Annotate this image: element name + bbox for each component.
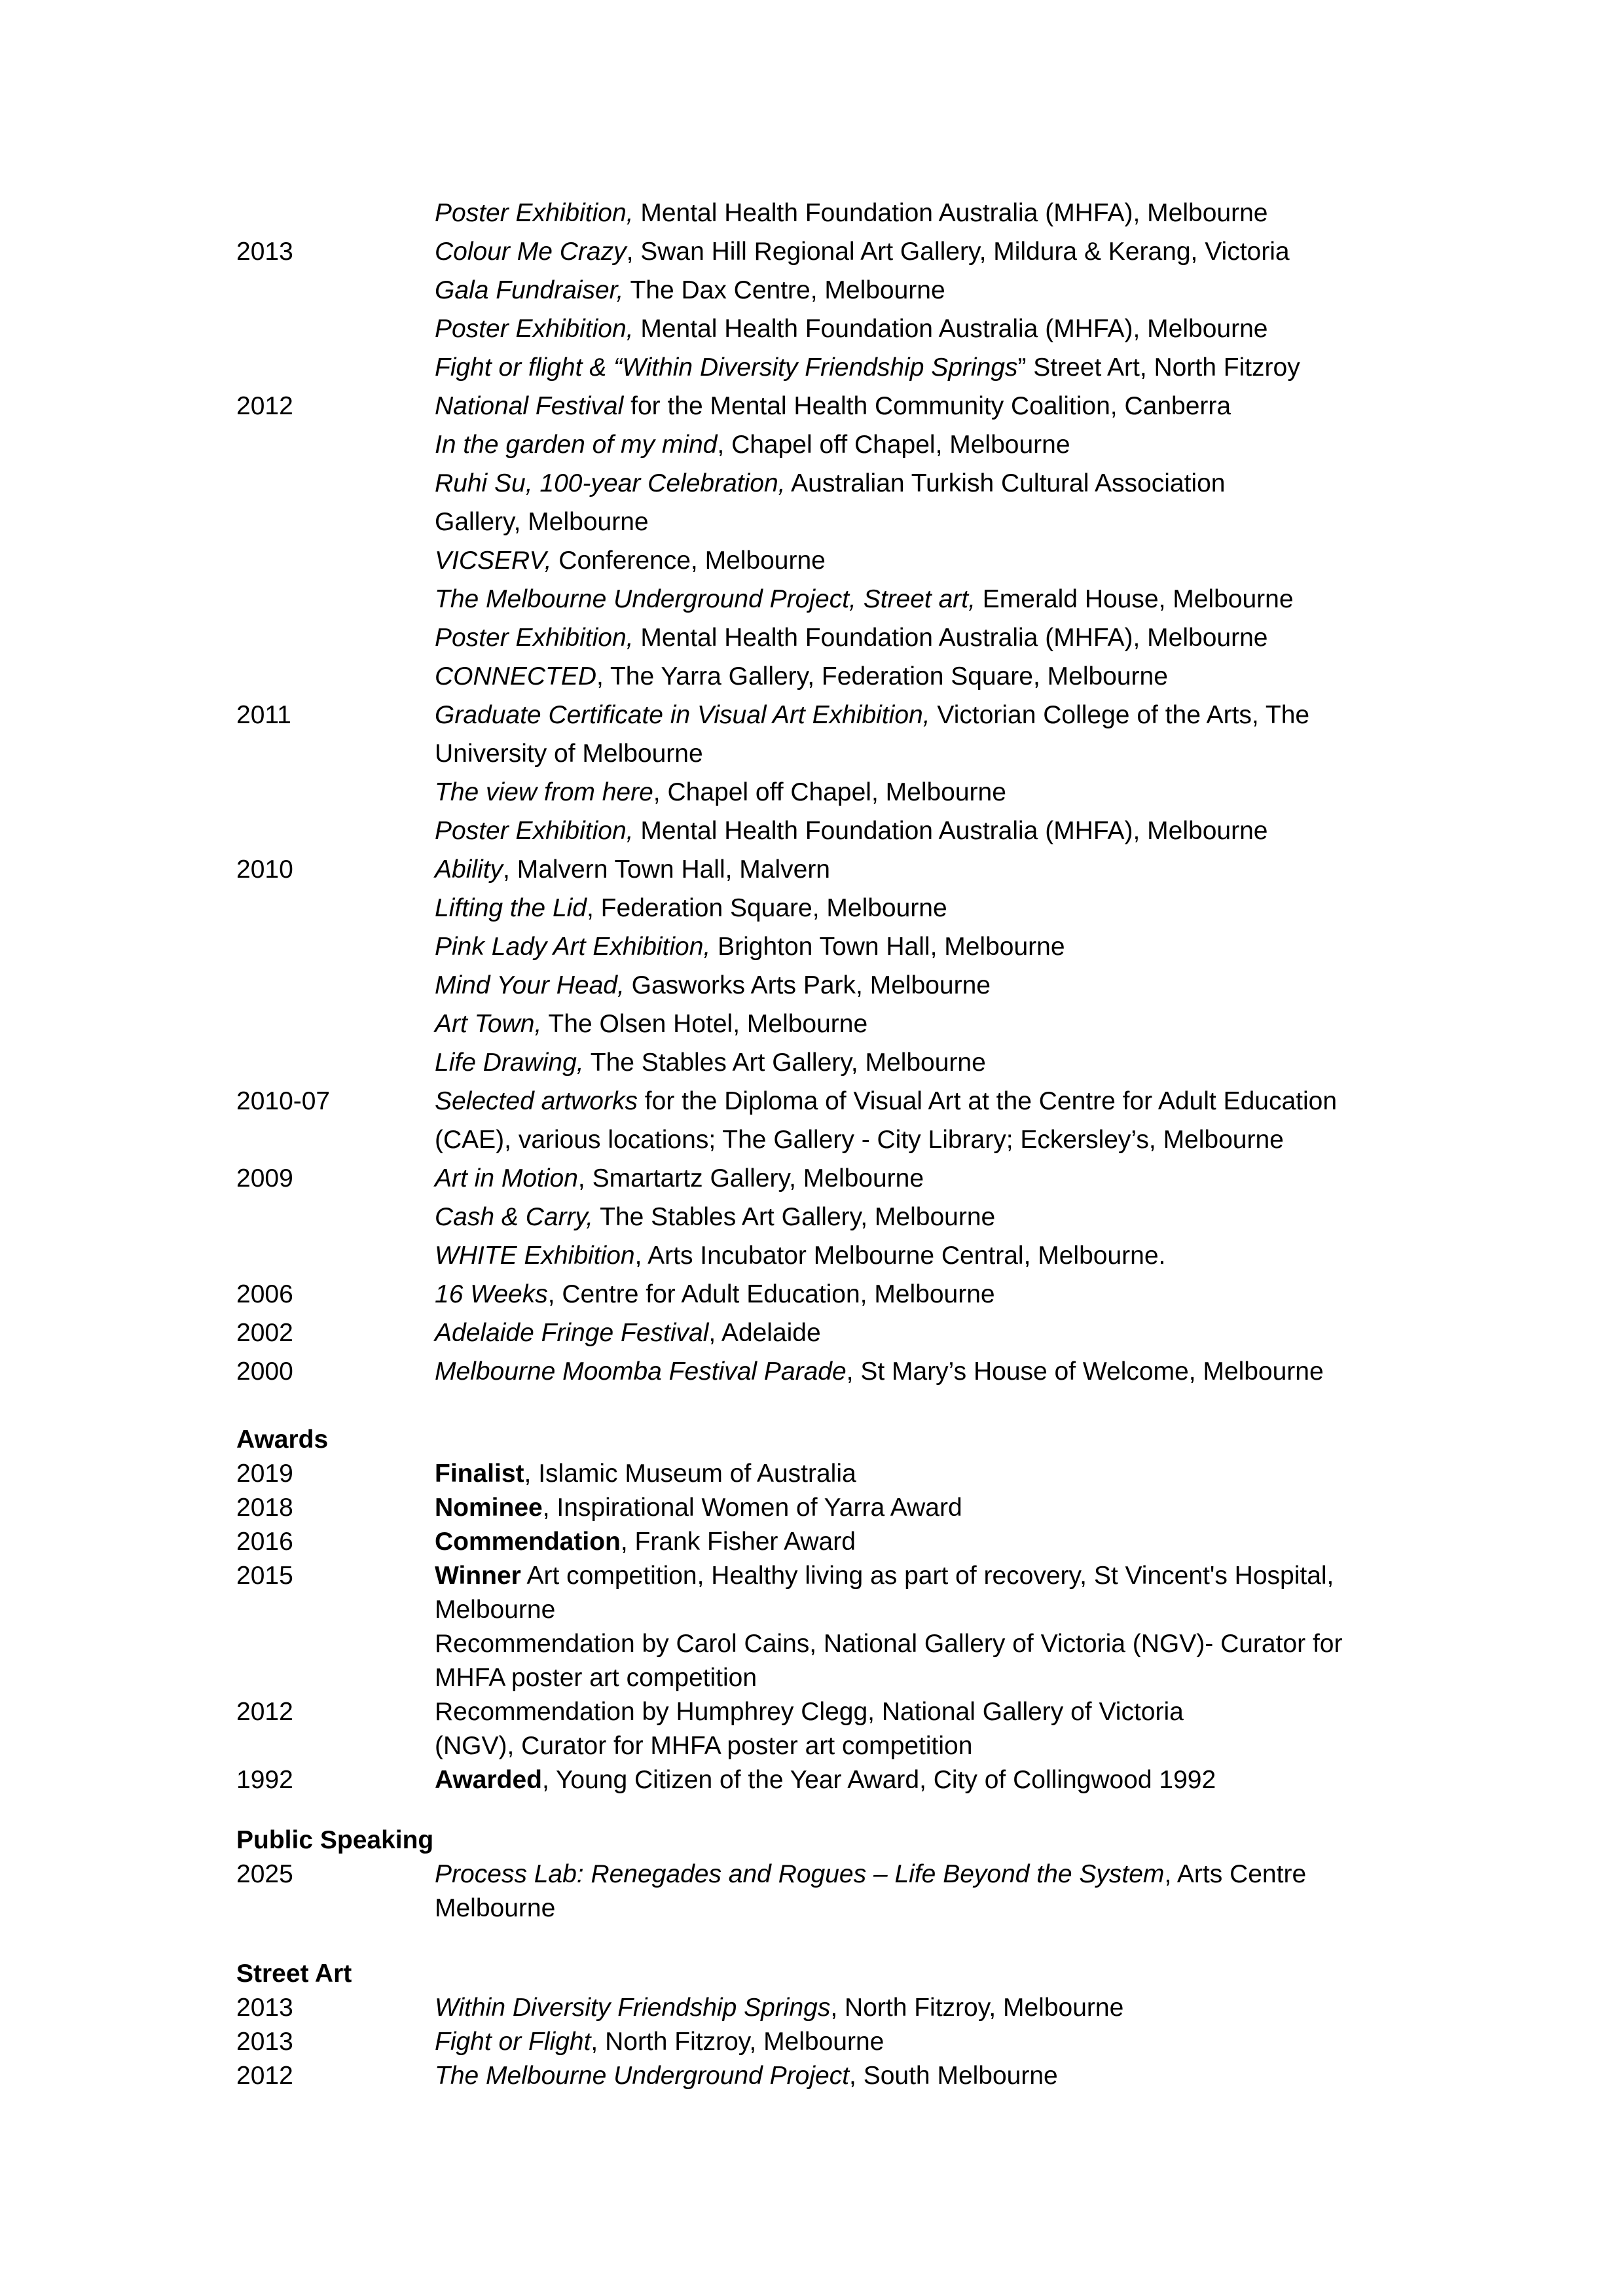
public-speaking-heading: Public Speaking bbox=[236, 1826, 434, 1854]
exhibition-entry bbox=[435, 310, 1391, 348]
exhibition-details: Emerald House, Melbourne bbox=[975, 585, 1294, 613]
exhibition-title: The Melbourne Underground Project, Street art, bbox=[435, 585, 976, 613]
exhibition-details: The Stables Art Gallery, Melbourne bbox=[583, 1049, 986, 1077]
exhibition-title: Lifting the Lid bbox=[435, 894, 587, 922]
award-details: Recommendation by Carol Cains, National Gallery of Victoria (NGV)- Curator for bbox=[435, 1630, 1343, 1658]
speaking-title: Process Lab: Renegades and Rogues – Life Beyond the System bbox=[435, 1860, 1165, 1888]
exhibition-year bbox=[0, 580, 435, 619]
exhibition-row bbox=[0, 734, 1623, 773]
exhibition-year bbox=[0, 1043, 435, 1082]
award-details: , Frank Fisher Award bbox=[620, 1528, 856, 1556]
exhibition-row bbox=[0, 773, 1623, 812]
award-details: Melbourne bbox=[435, 1596, 556, 1624]
exhibition-title: Poster Exhibition, bbox=[435, 624, 634, 652]
exhibition-year bbox=[0, 773, 435, 812]
street-art-entry bbox=[435, 2059, 1391, 2093]
exhibition-entry bbox=[435, 734, 1391, 773]
exhibition-year bbox=[0, 348, 435, 387]
exhibition-details: , Chapel off Chapel, Melbourne bbox=[653, 778, 1006, 806]
exhibition-row bbox=[0, 889, 1623, 927]
award-details: , Inspirational Women of Yarra Award bbox=[542, 1494, 962, 1522]
exhibition-entry bbox=[435, 657, 1391, 696]
award-label: Nominee bbox=[435, 1494, 543, 1522]
exhibition-details: , The Yarra Gallery, Federation Square, Melbourne bbox=[596, 662, 1168, 691]
exhibition-details: Mental Health Foundation Australia (MHFA), Melbourne bbox=[633, 817, 1268, 845]
award-entry bbox=[435, 1525, 1391, 1559]
exhibition-details: , Malvern Town Hall, Malvern bbox=[503, 855, 831, 884]
speaking-entry bbox=[435, 1857, 1391, 1892]
exhibition-title: Ruhi Su, 100-year Celebration, bbox=[435, 469, 786, 497]
exhibition-title: VICSERV, bbox=[435, 547, 552, 575]
exhibition-entry bbox=[435, 1275, 1391, 1314]
exhibition-details: , Adelaide bbox=[708, 1319, 821, 1347]
speaking-year: 2025 bbox=[236, 1860, 293, 1888]
exhibition-row bbox=[0, 464, 1623, 503]
exhibition-row bbox=[0, 271, 1623, 310]
exhibition-year: 2010 bbox=[236, 855, 293, 884]
exhibition-title: Gala Fundraiser, bbox=[435, 276, 624, 304]
award-label: Commendation bbox=[435, 1528, 621, 1556]
exhibition-details: ” Street Art, North Fitzroy bbox=[1017, 353, 1300, 382]
award-year: 2019 bbox=[236, 1460, 293, 1488]
exhibition-year bbox=[0, 657, 435, 696]
street-art-details: , South Melbourne bbox=[849, 2062, 1058, 2090]
exhibition-title: Ability bbox=[435, 855, 503, 884]
public-speaking-list bbox=[0, 1857, 1623, 1926]
exhibition-row bbox=[0, 1275, 1623, 1314]
exhibitions-list bbox=[0, 194, 1623, 1391]
exhibition-year: 2012 bbox=[236, 392, 293, 420]
exhibition-row bbox=[0, 657, 1623, 696]
exhibition-row bbox=[0, 1236, 1623, 1275]
exhibition-details: The Olsen Hotel, Melbourne bbox=[541, 1010, 868, 1038]
speaking-entry bbox=[435, 1892, 1391, 1926]
award-year bbox=[0, 1661, 435, 1695]
award-year: 1992 bbox=[236, 1766, 293, 1794]
exhibition-entry bbox=[435, 194, 1391, 232]
exhibition-title: Selected artworks bbox=[435, 1087, 638, 1115]
street-art-heading: Street Art bbox=[236, 1960, 352, 1988]
exhibition-title: In the garden of my mind bbox=[435, 431, 718, 459]
exhibition-entry bbox=[435, 1082, 1391, 1121]
award-entry bbox=[435, 1457, 1391, 1491]
award-year: 2015 bbox=[236, 1562, 293, 1590]
exhibition-title: Poster Exhibition, bbox=[435, 817, 634, 845]
exhibition-title: Fight or flight & “Within Diversity Friendship Springs bbox=[435, 353, 1018, 382]
exhibition-entry bbox=[435, 812, 1391, 850]
exhibition-year bbox=[0, 889, 435, 927]
exhibition-row bbox=[0, 194, 1623, 232]
exhibition-title: WHITE Exhibition bbox=[435, 1242, 635, 1270]
award-details: (NGV), Curator for MHFA poster art competition bbox=[435, 1732, 973, 1760]
exhibition-entry bbox=[435, 696, 1391, 734]
speaking-details: , Arts Centre bbox=[1164, 1860, 1307, 1888]
award-year: 2016 bbox=[236, 1528, 293, 1556]
exhibition-title: Poster Exhibition, bbox=[435, 199, 634, 227]
exhibition-year: 2011 bbox=[236, 701, 291, 729]
awards-list bbox=[0, 1457, 1623, 1797]
award-year: 2012 bbox=[236, 1698, 293, 1726]
exhibition-title: National Festival bbox=[435, 392, 624, 420]
street-art-list bbox=[0, 1991, 1623, 2093]
exhibition-row bbox=[0, 232, 1623, 271]
exhibition-year bbox=[0, 503, 435, 541]
exhibition-entry bbox=[435, 425, 1391, 464]
exhibition-year bbox=[0, 734, 435, 773]
exhibition-year bbox=[0, 1005, 435, 1043]
exhibition-title: Colour Me Crazy bbox=[435, 238, 627, 266]
award-details: Art competition, Healthy living as part of recovery, St Vincent's Hospital, bbox=[520, 1562, 1334, 1590]
exhibition-entry bbox=[435, 889, 1391, 927]
exhibition-year bbox=[0, 541, 435, 580]
exhibition-entry bbox=[435, 619, 1391, 657]
award-entry bbox=[435, 1695, 1391, 1729]
exhibition-year bbox=[0, 425, 435, 464]
exhibition-row bbox=[0, 619, 1623, 657]
street-art-section bbox=[0, 1957, 1623, 2093]
exhibition-details: , St Mary’s House of Welcome, Melbourne bbox=[846, 1357, 1324, 1386]
awards-heading: Awards bbox=[236, 1426, 329, 1454]
award-entry bbox=[435, 1763, 1391, 1797]
exhibition-details: , Federation Square, Melbourne bbox=[587, 894, 947, 922]
exhibition-entry bbox=[435, 464, 1391, 503]
exhibition-entry bbox=[435, 387, 1391, 425]
speaking-row bbox=[0, 1857, 1623, 1892]
exhibition-title: Art Town, bbox=[435, 1010, 542, 1038]
exhibition-year: 2013 bbox=[236, 238, 293, 266]
exhibition-details: , Smartartz Gallery, Melbourne bbox=[577, 1164, 924, 1193]
award-label: Awarded bbox=[435, 1766, 542, 1794]
exhibition-row bbox=[0, 1082, 1623, 1121]
exhibition-details: The Dax Centre, Melbourne bbox=[623, 276, 945, 304]
exhibition-details: , Centre for Adult Education, Melbourne bbox=[547, 1280, 995, 1308]
exhibition-year bbox=[0, 812, 435, 850]
exhibition-details: Conference, Melbourne bbox=[551, 547, 826, 575]
award-year bbox=[0, 1593, 435, 1627]
exhibition-row bbox=[0, 1314, 1623, 1352]
exhibition-row bbox=[0, 580, 1623, 619]
award-row bbox=[0, 1559, 1623, 1593]
award-entry bbox=[435, 1627, 1391, 1661]
award-label: Finalist bbox=[435, 1460, 524, 1488]
exhibition-year: 2009 bbox=[236, 1164, 293, 1193]
exhibition-entry bbox=[435, 271, 1391, 310]
exhibition-row bbox=[0, 387, 1623, 425]
exhibition-row bbox=[0, 966, 1623, 1005]
award-year bbox=[0, 1627, 435, 1661]
exhibition-row bbox=[0, 425, 1623, 464]
exhibition-entry bbox=[435, 1314, 1391, 1352]
exhibition-row bbox=[0, 927, 1623, 966]
award-row bbox=[0, 1627, 1623, 1661]
exhibition-details: Gallery, Melbourne bbox=[435, 508, 649, 536]
award-row bbox=[0, 1729, 1623, 1763]
exhibition-details: Australian Turkish Cultural Association bbox=[785, 469, 1226, 497]
exhibition-entry bbox=[435, 1198, 1391, 1236]
exhibition-entry bbox=[435, 1005, 1391, 1043]
exhibition-year: 2002 bbox=[236, 1319, 293, 1347]
street-art-title: Within Diversity Friendship Springs bbox=[435, 1994, 831, 2022]
exhibition-entry bbox=[435, 1352, 1391, 1391]
exhibition-details: (CAE), various locations; The Gallery - City Library; Eckersley’s, Melbourne bbox=[435, 1126, 1284, 1154]
exhibition-year bbox=[0, 619, 435, 657]
exhibition-details: The Stables Art Gallery, Melbourne bbox=[593, 1203, 996, 1231]
exhibition-year bbox=[0, 1236, 435, 1275]
exhibition-row bbox=[0, 348, 1623, 387]
exhibition-entry bbox=[435, 1236, 1391, 1275]
exhibition-entry bbox=[435, 1121, 1391, 1159]
exhibition-entry bbox=[435, 580, 1391, 619]
street-art-row bbox=[0, 2025, 1623, 2059]
award-row bbox=[0, 1661, 1623, 1695]
exhibition-title: Life Drawing, bbox=[435, 1049, 584, 1077]
exhibition-year bbox=[0, 1198, 435, 1236]
street-art-year: 2012 bbox=[236, 2062, 293, 2090]
exhibition-details: Mental Health Foundation Australia (MHFA), Melbourne bbox=[633, 315, 1268, 343]
exhibition-year bbox=[0, 966, 435, 1005]
exhibition-entry bbox=[435, 927, 1391, 966]
exhibition-entry bbox=[435, 232, 1391, 271]
exhibition-details: Brighton Town Hall, Melbourne bbox=[710, 933, 1065, 961]
street-art-year: 2013 bbox=[236, 1994, 293, 2022]
exhibition-entry bbox=[435, 1159, 1391, 1198]
award-row bbox=[0, 1525, 1623, 1559]
exhibition-row bbox=[0, 541, 1623, 580]
street-art-row bbox=[0, 1991, 1623, 2025]
award-entry bbox=[435, 1729, 1391, 1763]
exhibition-title: Mind Your Head, bbox=[435, 971, 625, 999]
award-year: 2018 bbox=[236, 1494, 293, 1522]
street-art-title: Fight or Flight bbox=[435, 2028, 591, 2056]
speaking-year bbox=[0, 1892, 435, 1926]
exhibition-details: Gasworks Arts Park, Melbourne bbox=[624, 971, 991, 999]
exhibition-details: for the Diploma of Visual Art at the Centre for Adult Education bbox=[637, 1087, 1338, 1115]
exhibition-details: University of Melbourne bbox=[435, 740, 703, 768]
exhibition-entry bbox=[435, 348, 1391, 387]
award-row bbox=[0, 1593, 1623, 1627]
exhibition-row bbox=[0, 1043, 1623, 1082]
exhibition-row bbox=[0, 696, 1623, 734]
exhibition-details: , Arts Incubator Melbourne Central, Melbourne. bbox=[634, 1242, 1166, 1270]
exhibition-entry bbox=[435, 503, 1391, 541]
exhibition-entry bbox=[435, 773, 1391, 812]
exhibition-row bbox=[0, 1121, 1623, 1159]
award-details: Recommendation by Humphrey Clegg, National Gallery of Victoria bbox=[435, 1698, 1184, 1726]
exhibition-title: Cash & Carry, bbox=[435, 1203, 593, 1231]
street-art-details: , North Fitzroy, Melbourne bbox=[830, 1994, 1124, 2022]
exhibition-title: Poster Exhibition, bbox=[435, 315, 634, 343]
award-row bbox=[0, 1457, 1623, 1491]
exhibition-year bbox=[0, 194, 435, 232]
award-entry bbox=[435, 1661, 1391, 1695]
exhibition-year bbox=[0, 310, 435, 348]
exhibition-details: , Chapel off Chapel, Melbourne bbox=[717, 431, 1070, 459]
exhibition-row bbox=[0, 850, 1623, 889]
speaking-details: Melbourne bbox=[435, 1894, 556, 1922]
award-entry bbox=[435, 1559, 1391, 1593]
exhibition-year bbox=[0, 927, 435, 966]
awards-section bbox=[0, 1423, 1623, 1797]
exhibition-row bbox=[0, 503, 1623, 541]
exhibition-year bbox=[0, 1121, 435, 1159]
exhibition-year: 2000 bbox=[236, 1357, 293, 1386]
award-label: Winner bbox=[435, 1562, 521, 1590]
street-art-entry bbox=[435, 1991, 1391, 2025]
exhibition-title: Pink Lady Art Exhibition, bbox=[435, 933, 711, 961]
speaking-row bbox=[0, 1892, 1623, 1926]
exhibition-row bbox=[0, 310, 1623, 348]
exhibition-row bbox=[0, 1352, 1623, 1391]
exhibition-title: Melbourne Moomba Festival Parade bbox=[435, 1357, 847, 1386]
street-art-entry bbox=[435, 2025, 1391, 2059]
exhibition-title: The view from here bbox=[435, 778, 653, 806]
award-row bbox=[0, 1763, 1623, 1797]
award-entry bbox=[435, 1593, 1391, 1627]
award-details: MHFA poster art competition bbox=[435, 1664, 757, 1692]
exhibition-title: 16 Weeks bbox=[435, 1280, 548, 1308]
exhibition-row bbox=[0, 812, 1623, 850]
exhibition-details: for the Mental Health Community Coalition, Canberra bbox=[623, 392, 1231, 420]
exhibition-title: Graduate Certificate in Visual Art Exhibition, bbox=[435, 701, 930, 729]
exhibition-entry bbox=[435, 850, 1391, 889]
exhibition-title: Art in Motion bbox=[435, 1164, 578, 1193]
award-row bbox=[0, 1695, 1623, 1729]
street-art-title: The Melbourne Underground Project bbox=[435, 2062, 850, 2090]
exhibition-row bbox=[0, 1005, 1623, 1043]
exhibition-details: Victorian College of the Arts, The bbox=[930, 701, 1310, 729]
exhibition-row bbox=[0, 1159, 1623, 1198]
award-row bbox=[0, 1491, 1623, 1525]
exhibition-year: 2006 bbox=[236, 1280, 293, 1308]
award-details: , Islamic Museum of Australia bbox=[524, 1460, 856, 1488]
exhibition-entry bbox=[435, 541, 1391, 580]
exhibition-entry bbox=[435, 1043, 1391, 1082]
exhibition-title: CONNECTED bbox=[435, 662, 597, 691]
exhibition-entry bbox=[435, 966, 1391, 1005]
exhibition-details: Mental Health Foundation Australia (MHFA), Melbourne bbox=[633, 199, 1268, 227]
award-year bbox=[0, 1729, 435, 1763]
exhibition-details: Mental Health Foundation Australia (MHFA), Melbourne bbox=[633, 624, 1268, 652]
award-entry bbox=[435, 1491, 1391, 1525]
street-art-row bbox=[0, 2059, 1623, 2093]
exhibition-year: 2010-07 bbox=[236, 1087, 331, 1115]
exhibition-year bbox=[0, 271, 435, 310]
street-art-details: , North Fitzroy, Melbourne bbox=[591, 2028, 884, 2056]
award-details: , Young Citizen of the Year Award, City of Collingwood 1992 bbox=[542, 1766, 1216, 1794]
street-art-year: 2013 bbox=[236, 2028, 293, 2056]
public-speaking-section bbox=[0, 1823, 1623, 1926]
exhibition-title: Adelaide Fringe Festival bbox=[435, 1319, 709, 1347]
exhibition-details: , Swan Hill Regional Art Gallery, Mildura & Kerang, Victoria bbox=[626, 238, 1290, 266]
exhibition-row bbox=[0, 1198, 1623, 1236]
exhibition-year bbox=[0, 464, 435, 503]
